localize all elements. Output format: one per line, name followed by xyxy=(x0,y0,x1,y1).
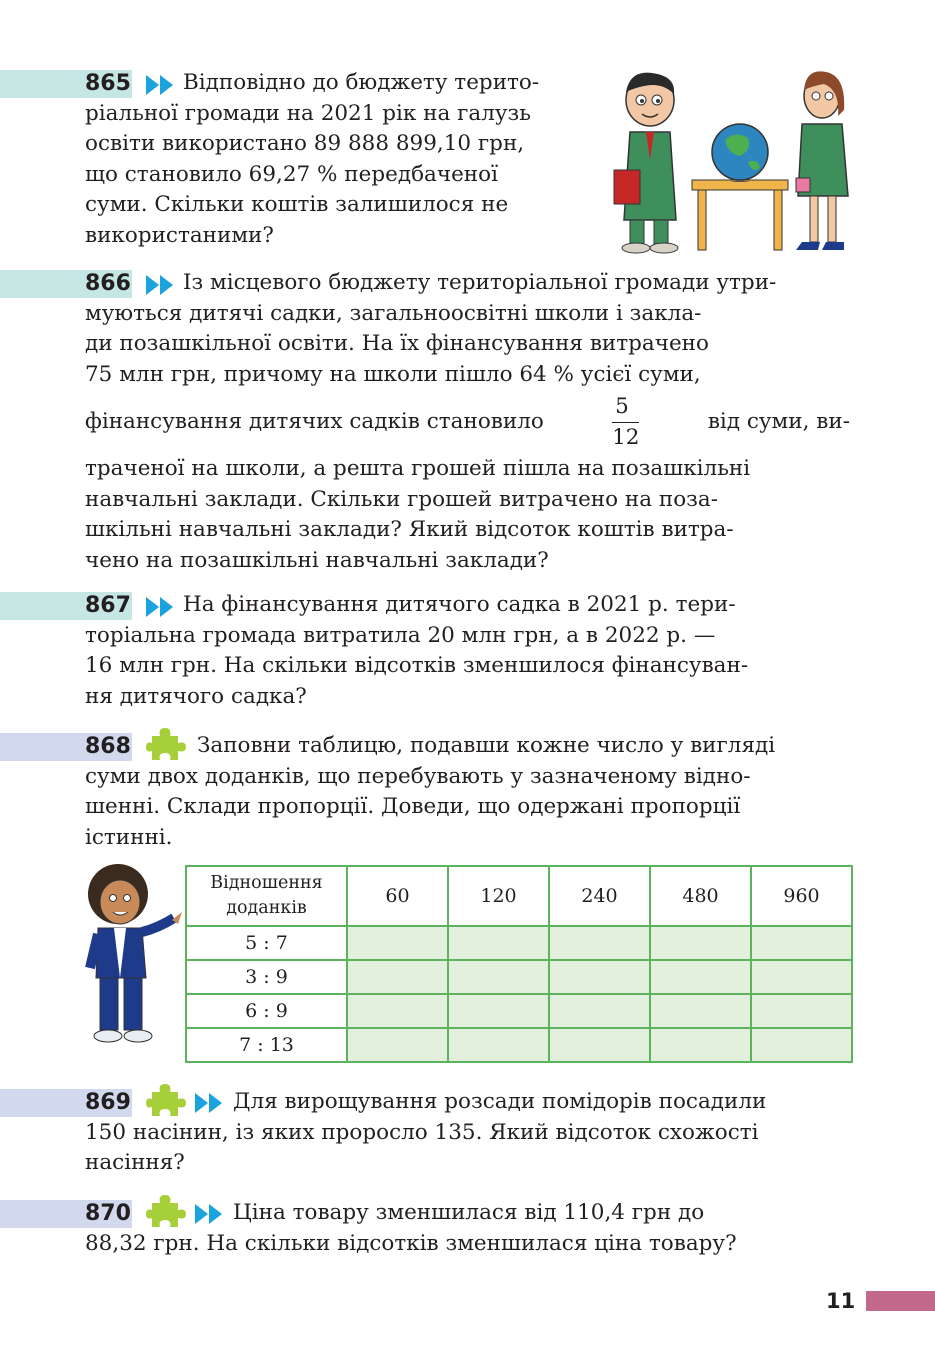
table-row-label: 7 : 13 xyxy=(186,1028,347,1062)
boy-illustration xyxy=(78,858,188,1046)
text-line: 150 насінин, із яких проросло 135. Який відсоток схожості xyxy=(85,1119,759,1145)
table-row-label: 6 : 9 xyxy=(186,994,347,1028)
text-line: ди позашкільної освіти. На їх фінансування витрачено xyxy=(85,331,709,356)
table-cell[interactable] xyxy=(448,960,549,994)
table-cell[interactable] xyxy=(751,994,852,1028)
fraction-denominator: 12 xyxy=(612,424,640,450)
text-line: чено на позашкільні навчальні заклади? xyxy=(85,547,549,573)
fraction-line xyxy=(85,390,850,454)
table-row xyxy=(186,960,852,994)
text-line: суми двох доданків, що перебувають у зазначеному відно- xyxy=(85,763,751,789)
table-cell[interactable] xyxy=(347,994,448,1028)
text-line: Із місцевого бюджету територіальної громади утри- xyxy=(183,270,777,295)
text-line: траченої на школи, а решта грошей пішла на позашкільні xyxy=(85,456,751,481)
text-line: освіти використано 89 888 899,10 грн, xyxy=(85,131,525,156)
text-line: істинні. xyxy=(85,824,173,850)
table-cell[interactable] xyxy=(650,1028,751,1062)
fraction xyxy=(612,392,639,453)
table-cell[interactable] xyxy=(549,926,650,960)
table-cell[interactable] xyxy=(650,926,751,960)
table-cell[interactable] xyxy=(448,1028,549,1062)
page-number: 11 xyxy=(826,1289,856,1313)
table-row-label: 3 : 9 xyxy=(186,960,347,994)
table-cell[interactable] xyxy=(751,960,852,994)
text-line: 75 млн грн, причому на школи пішло 64 % усієї суми, xyxy=(85,361,701,387)
text-fragment: фінансування дитячих садків становило xyxy=(85,408,544,434)
table-row xyxy=(186,926,852,960)
table-column-header: 120 xyxy=(448,866,549,926)
problem-number: 865 xyxy=(85,71,131,96)
table-row-label: 5 : 7 xyxy=(186,926,347,960)
table-cell[interactable] xyxy=(347,926,448,960)
table-cell[interactable] xyxy=(751,926,852,960)
table-row xyxy=(186,994,852,1028)
text-line: суми. Скільки коштів залишилося не xyxy=(85,192,509,217)
text-line: На фінансування дитячого садка в 2021 р. тери- xyxy=(183,592,736,617)
text-line: 88,32 грн. На скільки відсотків зменшилася ціна товару? xyxy=(85,1230,737,1256)
text-line: шкільні навчальні заклади? Який відсоток коштів витра- xyxy=(85,517,734,542)
table-column-header: 240 xyxy=(549,866,650,926)
text-line: Ціна товару зменшилася від 110,4 грн до xyxy=(233,1200,705,1225)
table-cell[interactable] xyxy=(448,926,549,960)
text-line: 16 млн грн. На скільки відсотків зменшилося фінансуван- xyxy=(85,653,749,678)
text-line: навчальні заклади. Скільки грошей витрачено на поза- xyxy=(85,486,718,512)
table-cell[interactable] xyxy=(650,960,751,994)
text-line: що становило 69,27 % передбаченої xyxy=(85,161,498,187)
text-line: Відповідно до бюджету терито- xyxy=(183,70,540,95)
table-column-header: 960 xyxy=(751,866,852,926)
table-cell[interactable] xyxy=(347,960,448,994)
table-cell[interactable] xyxy=(549,1028,650,1062)
text-line: Заповни таблицю, подавши кожне число у вигляді xyxy=(197,733,776,758)
table-header-ratio xyxy=(186,866,347,926)
problem-text xyxy=(85,731,850,853)
ratio-table xyxy=(185,865,853,1063)
table-cell[interactable] xyxy=(751,1028,852,1062)
problem-text xyxy=(85,590,850,712)
table-cell[interactable] xyxy=(650,994,751,1028)
table-cell[interactable] xyxy=(347,1028,448,1062)
table-cell[interactable] xyxy=(549,994,650,1028)
problem-text xyxy=(85,268,850,576)
page-number-bar xyxy=(866,1291,935,1311)
text-line: шенні. Склади пропорції. Доведи, що одержані пропорції xyxy=(85,794,741,819)
teachers-globe-illustration xyxy=(600,70,860,255)
problem-number: 870 xyxy=(85,1201,131,1226)
table-cell[interactable] xyxy=(549,960,650,994)
table-row xyxy=(186,1028,852,1062)
problem-number: 866 xyxy=(85,271,131,296)
problem-text xyxy=(85,1087,850,1179)
table-column-header: 60 xyxy=(347,866,448,926)
problem-text xyxy=(85,68,578,251)
header-line: Відношення xyxy=(210,873,323,893)
problem-number: 868 xyxy=(85,734,131,759)
text-fragment: від суми, ви- xyxy=(707,408,850,434)
table-column-header: 480 xyxy=(650,866,751,926)
fraction-numerator: 5 xyxy=(612,392,639,423)
text-line: використаними? xyxy=(85,222,274,248)
table-cell[interactable] xyxy=(448,994,549,1028)
text-line: ріальної громади на 2021 рік на галузь xyxy=(85,100,531,126)
header-line: доданків xyxy=(226,898,307,918)
problem-number: 867 xyxy=(85,593,131,618)
text-line: насіння? xyxy=(85,1150,185,1175)
problem-text xyxy=(85,1198,850,1259)
text-line: муються дитячі садки, загальноосвітні школи і закла- xyxy=(85,300,702,326)
text-line: ня дитячого садка? xyxy=(85,683,307,709)
text-line: торіальна громада витратила 20 млн грн, а в 2022 р. — xyxy=(85,622,716,648)
problem-number: 869 xyxy=(85,1090,131,1115)
text-line: Для вирощування розсади помідорів посадили xyxy=(233,1089,767,1114)
